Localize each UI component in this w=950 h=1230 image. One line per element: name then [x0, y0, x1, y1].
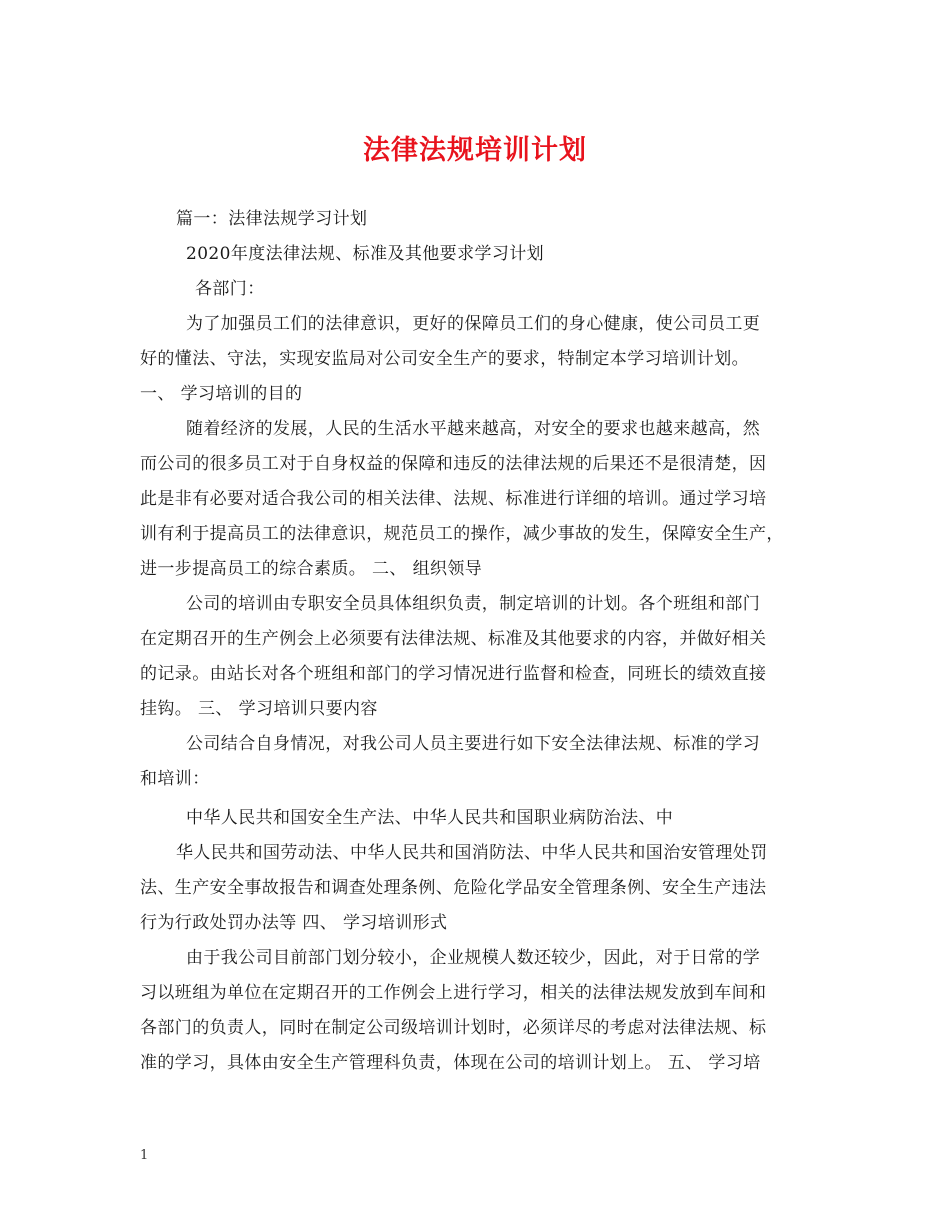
text-line: 2020年度法律法规、标准及其他要求学习计划 [186, 244, 545, 264]
text-line: 习以班组为单位在定期召开的工作例会上进行学习，相关的法律法规发放到车间和 [140, 983, 767, 1003]
text-line: 挂钩。 三、 学习培训只要内容 [140, 699, 378, 719]
document-title: 法律法规培训计划 [363, 135, 587, 166]
text-line: 训有利于提高员工的法律意识，规范员工的操作，减少事故的发生，保障安全生产， [140, 524, 784, 544]
text-line: 由于我公司目前部门划分较小，企业规模人数还较少，因此，对于日常的学 [186, 948, 761, 968]
text-line: 各部门： [195, 279, 265, 299]
text-line: 而公司的很多员工对于自身权益的保障和违反的法律法规的后果还不是很清楚，因 [140, 454, 767, 474]
text-line: 法、生产安全事故报告和调查处理条例、危险化学品安全管理条例、安全生产违法 [140, 878, 767, 898]
text-line: 各部门的负责人，同时在制定公司级培训计划时，必须详尽的考虑对法律法规、标 [140, 1018, 767, 1038]
text-line: 公司结合自身情况，对我公司人员主要进行如下安全法律法规、标准的学习 [186, 734, 761, 754]
text-line: 华人民共和国劳动法、中华人民共和国消防法、中华人民共和国治安管理处罚 [176, 843, 768, 863]
text-line: 和培训： [140, 769, 210, 789]
text-line: 篇一：法律法规学习计划 [176, 209, 368, 229]
text-line: 的记录。由站长对各个班组和部门的学习情况进行监督和检查，同班长的绩效直接 [140, 664, 767, 684]
text-line: 随着经济的发展，人民的生活水平越来越高，对安全的要求也越来越高，然 [186, 419, 761, 439]
text-line: 为了加强员工们的法律意识，更好的保障员工们的身心健康，使公司员工更 [186, 314, 761, 334]
text-line: 好的懂法、守法，实现安监局对公司安全生产的要求，特制定本学习培训计划。 [140, 349, 749, 369]
text-line: 行为行政处罚办法等 四、 学习培训形式 [140, 913, 448, 933]
text-line: 公司的培训由专职安全员具体组织负责，制定培训的计划。各个班组和部门 [186, 594, 761, 614]
text-line: 在定期召开的生产例会上必须要有法律法规、标准及其他要求的内容，并做好相关 [140, 629, 767, 649]
text-line: 此是非有必要对适合我公司的相关法律、法规、标准进行详细的培训。通过学习培 [140, 489, 767, 509]
page-number: 1 [140, 1148, 149, 1163]
text-line: 进一步提高员工的综合素质。 二、 组织领导 [140, 559, 483, 579]
text-line: 准的学习，具体由安全生产管理科负责，体现在公司的培训计划上。 五、 学习培 [140, 1053, 761, 1073]
text-line: 中华人民共和国安全生产法、中华人民共和国职业病防治法、中 [186, 808, 674, 828]
section-heading: 一、 学习培训的目的 [140, 384, 303, 404]
